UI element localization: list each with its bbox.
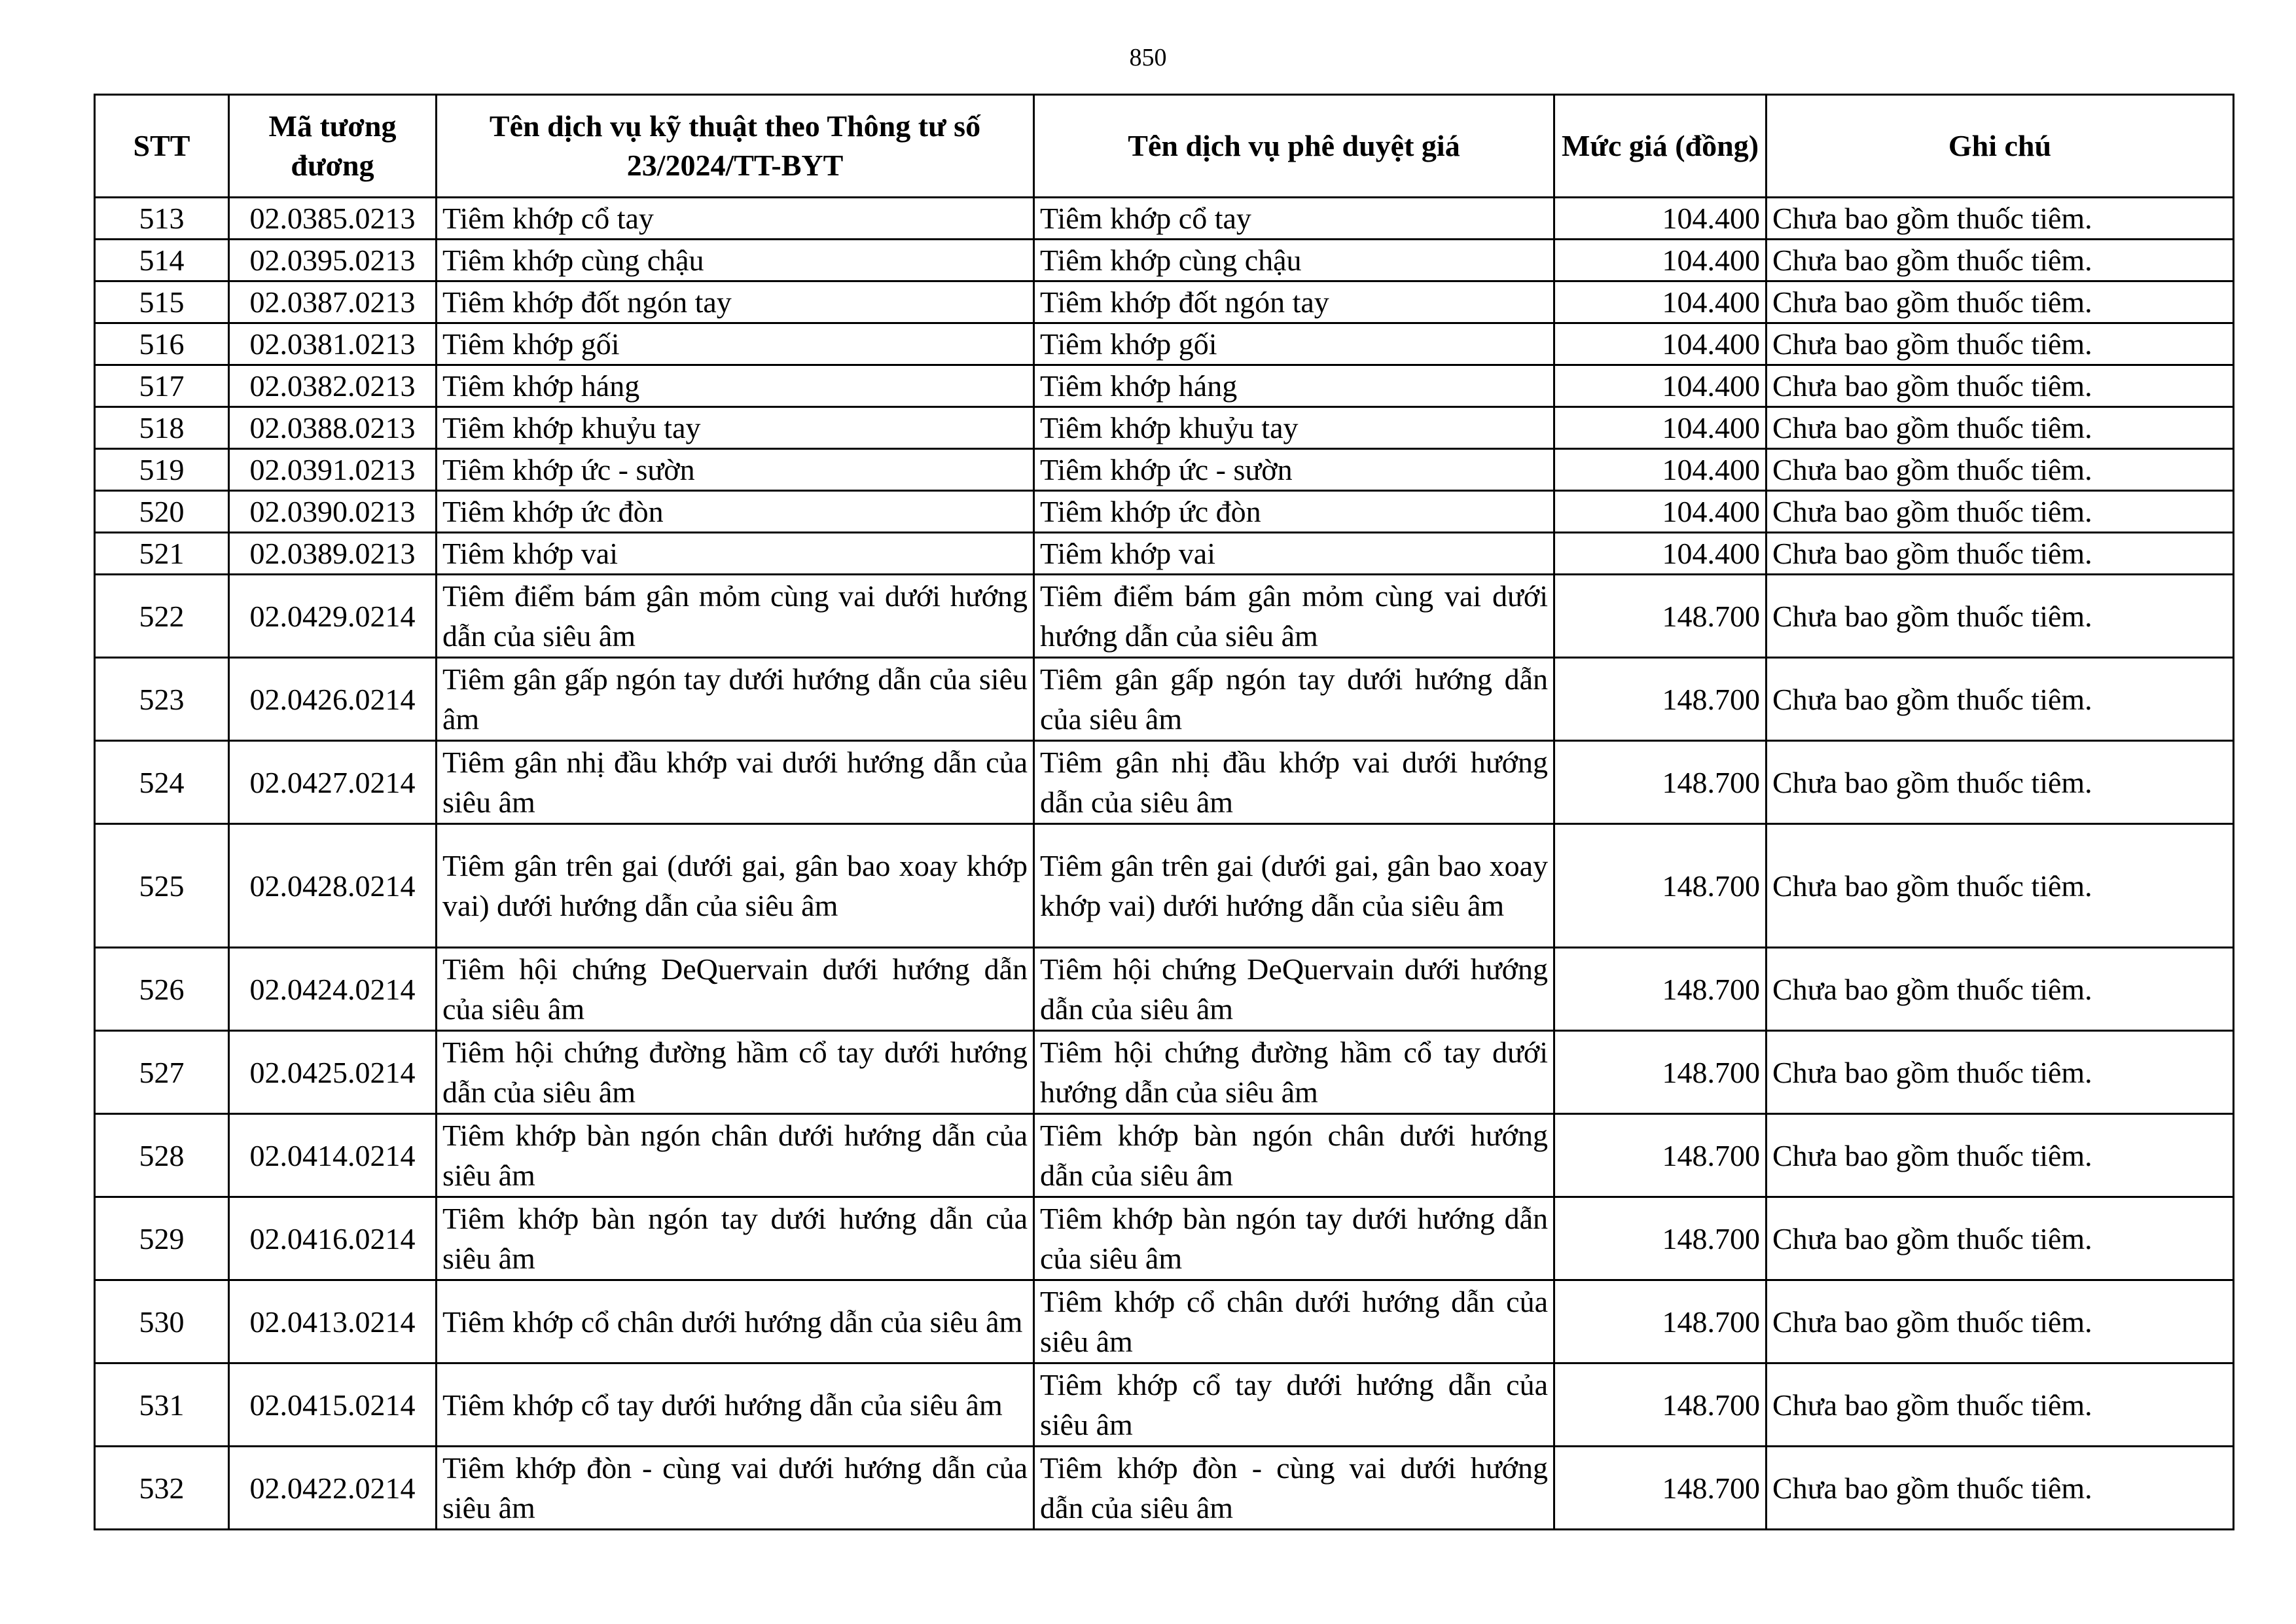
cell-service-name: Tiêm gân nhị đầu khớp vai dưới hướng dẫn của siêu âm [437, 741, 1034, 824]
cell-stt: 528 [95, 1114, 229, 1197]
cell-note: Chưa bao gồm thuốc tiêm. [1767, 365, 2234, 407]
table-row [95, 281, 2234, 323]
cell-stt: 524 [95, 741, 229, 824]
cell-price: 104.400 [1554, 491, 1767, 533]
cell-stt: 532 [95, 1447, 229, 1530]
cell-approved-name: Tiêm hội chứng đường hầm cổ tay dưới hướng dẫn của siêu âm [1034, 1031, 1554, 1114]
cell-service-name: Tiêm khớp đốt ngón tay [437, 281, 1034, 323]
cell-stt: 520 [95, 491, 229, 533]
table-row [95, 323, 2234, 365]
cell-approved-name: Tiêm khớp ức - sườn [1034, 449, 1554, 491]
cell-service-name: Tiêm khớp bàn ngón chân dưới hướng dẫn của siêu âm [437, 1114, 1034, 1197]
cell-note: Chưa bao gồm thuốc tiêm. [1767, 281, 2234, 323]
cell-stt: 523 [95, 658, 229, 741]
cell-code: 02.0429.0214 [229, 575, 437, 658]
cell-approved-name: Tiêm khớp cổ chân dưới hướng dẫn của siêu âm [1034, 1280, 1554, 1363]
table-row [95, 533, 2234, 575]
table-row [95, 1197, 2234, 1280]
cell-note: Chưa bao gồm thuốc tiêm. [1767, 575, 2234, 658]
cell-stt: 515 [95, 281, 229, 323]
cell-approved-name: Tiêm khớp vai [1034, 533, 1554, 575]
cell-note: Chưa bao gồm thuốc tiêm. [1767, 1447, 2234, 1530]
page-number: 850 [1129, 44, 1167, 71]
cell-approved-name: Tiêm gân nhị đầu khớp vai dưới hướng dẫn của siêu âm [1034, 741, 1554, 824]
cell-price: 148.700 [1554, 741, 1767, 824]
table-row [95, 365, 2234, 407]
table-body [95, 198, 2234, 1530]
cell-approved-name: Tiêm hội chứng DeQuervain dưới hướng dẫn của siêu âm [1034, 948, 1554, 1031]
cell-code: 02.0414.0214 [229, 1114, 437, 1197]
cell-price: 104.400 [1554, 365, 1767, 407]
cell-code: 02.0391.0213 [229, 449, 437, 491]
cell-stt: 526 [95, 948, 229, 1031]
cell-service-name: Tiêm khớp cùng chậu [437, 240, 1034, 281]
cell-stt: 519 [95, 449, 229, 491]
cell-stt: 525 [95, 824, 229, 948]
cell-service-name: Tiêm điểm bám gân mỏm cùng vai dưới hướng dẫn của siêu âm [437, 575, 1034, 658]
cell-note: Chưa bao gồm thuốc tiêm. [1767, 1031, 2234, 1114]
cell-service-name: Tiêm khớp cổ tay [437, 198, 1034, 240]
table-row [95, 407, 2234, 449]
table-row [95, 1363, 2234, 1447]
cell-note: Chưa bao gồm thuốc tiêm. [1767, 1197, 2234, 1280]
cell-approved-name: Tiêm khớp cổ tay [1034, 198, 1554, 240]
header-code: Mã tương đương [229, 95, 437, 198]
cell-code: 02.0416.0214 [229, 1197, 437, 1280]
cell-code: 02.0388.0213 [229, 407, 437, 449]
cell-stt: 513 [95, 198, 229, 240]
cell-code: 02.0381.0213 [229, 323, 437, 365]
table-row [95, 824, 2234, 948]
cell-price: 104.400 [1554, 240, 1767, 281]
table-row [95, 1031, 2234, 1114]
cell-service-name: Tiêm khớp cổ chân dưới hướng dẫn của siêu âm [437, 1280, 1034, 1363]
cell-service-name: Tiêm khớp bàn ngón tay dưới hướng dẫn của siêu âm [437, 1197, 1034, 1280]
cell-note: Chưa bao gồm thuốc tiêm. [1767, 948, 2234, 1031]
cell-note: Chưa bao gồm thuốc tiêm. [1767, 658, 2234, 741]
cell-approved-name: Tiêm khớp gối [1034, 323, 1554, 365]
cell-price: 104.400 [1554, 449, 1767, 491]
cell-stt: 514 [95, 240, 229, 281]
cell-stt: 529 [95, 1197, 229, 1280]
cell-price: 104.400 [1554, 407, 1767, 449]
table-header [95, 95, 2234, 198]
cell-approved-name: Tiêm khớp đốt ngón tay [1034, 281, 1554, 323]
cell-note: Chưa bao gồm thuốc tiêm. [1767, 491, 2234, 533]
cell-note: Chưa bao gồm thuốc tiêm. [1767, 323, 2234, 365]
cell-note: Chưa bao gồm thuốc tiêm. [1767, 741, 2234, 824]
cell-stt: 522 [95, 575, 229, 658]
cell-price: 148.700 [1554, 1363, 1767, 1447]
cell-stt: 518 [95, 407, 229, 449]
cell-service-name: Tiêm khớp ức đòn [437, 491, 1034, 533]
cell-note: Chưa bao gồm thuốc tiêm. [1767, 240, 2234, 281]
cell-code: 02.0428.0214 [229, 824, 437, 948]
header-service-name: Tên dịch vụ kỹ thuật theo Thông tư số 23/2024/TT-BYT [437, 95, 1034, 198]
table-row [95, 491, 2234, 533]
table-row [95, 741, 2234, 824]
cell-code: 02.0387.0213 [229, 281, 437, 323]
cell-approved-name: Tiêm khớp bàn ngón chân dưới hướng dẫn của siêu âm [1034, 1114, 1554, 1197]
price-table [94, 94, 2234, 1530]
cell-service-name: Tiêm gân gấp ngón tay dưới hướng dẫn của siêu âm [437, 658, 1034, 741]
cell-service-name: Tiêm khớp ức - sườn [437, 449, 1034, 491]
cell-note: Chưa bao gồm thuốc tiêm. [1767, 824, 2234, 948]
table-row [95, 1447, 2234, 1530]
cell-code: 02.0395.0213 [229, 240, 437, 281]
cell-price: 104.400 [1554, 323, 1767, 365]
cell-stt: 527 [95, 1031, 229, 1114]
cell-service-name: Tiêm khớp đòn - cùng vai dưới hướng dẫn của siêu âm [437, 1447, 1034, 1530]
cell-code: 02.0382.0213 [229, 365, 437, 407]
cell-service-name: Tiêm gân trên gai (dưới gai, gân bao xoay khớp vai) dưới hướng dẫn của siêu âm [437, 824, 1034, 948]
cell-code: 02.0426.0214 [229, 658, 437, 741]
table-row [95, 449, 2234, 491]
header-price: Mức giá (đồng) [1554, 95, 1767, 198]
cell-approved-name: Tiêm khớp khuỷu tay [1034, 407, 1554, 449]
table-row [95, 240, 2234, 281]
cell-approved-name: Tiêm gân trên gai (dưới gai, gân bao xoay khớp vai) dưới hướng dẫn của siêu âm [1034, 824, 1554, 948]
cell-note: Chưa bao gồm thuốc tiêm. [1767, 1363, 2234, 1447]
cell-stt: 530 [95, 1280, 229, 1363]
cell-price: 148.700 [1554, 1447, 1767, 1530]
table-row [95, 575, 2234, 658]
cell-service-name: Tiêm khớp háng [437, 365, 1034, 407]
cell-note: Chưa bao gồm thuốc tiêm. [1767, 449, 2234, 491]
cell-code: 02.0422.0214 [229, 1447, 437, 1530]
cell-approved-name: Tiêm khớp bàn ngón tay dưới hướng dẫn của siêu âm [1034, 1197, 1554, 1280]
cell-note: Chưa bao gồm thuốc tiêm. [1767, 533, 2234, 575]
cell-price: 148.700 [1554, 1197, 1767, 1280]
cell-price: 104.400 [1554, 198, 1767, 240]
table-row [95, 198, 2234, 240]
cell-approved-name: Tiêm khớp ức đòn [1034, 491, 1554, 533]
cell-service-name: Tiêm khớp khuỷu tay [437, 407, 1034, 449]
cell-service-name: Tiêm hội chứng đường hầm cổ tay dưới hướng dẫn của siêu âm [437, 1031, 1034, 1114]
cell-code: 02.0413.0214 [229, 1280, 437, 1363]
cell-approved-name: Tiêm khớp cổ tay dưới hướng dẫn của siêu âm [1034, 1363, 1554, 1447]
cell-service-name: Tiêm khớp gối [437, 323, 1034, 365]
cell-approved-name: Tiêm khớp cùng chậu [1034, 240, 1554, 281]
cell-price: 104.400 [1554, 533, 1767, 575]
cell-code: 02.0415.0214 [229, 1363, 437, 1447]
cell-price: 104.400 [1554, 281, 1767, 323]
table-row [95, 1114, 2234, 1197]
cell-price: 148.700 [1554, 575, 1767, 658]
table-row [95, 1280, 2234, 1363]
cell-stt: 517 [95, 365, 229, 407]
table-row [95, 948, 2234, 1031]
cell-code: 02.0424.0214 [229, 948, 437, 1031]
cell-stt: 531 [95, 1363, 229, 1447]
header-approved-name: Tên dịch vụ phê duyệt giá [1034, 95, 1554, 198]
cell-code: 02.0390.0213 [229, 491, 437, 533]
cell-service-name: Tiêm khớp cổ tay dưới hướng dẫn của siêu âm [437, 1363, 1034, 1447]
cell-note: Chưa bao gồm thuốc tiêm. [1767, 198, 2234, 240]
cell-price: 148.700 [1554, 1280, 1767, 1363]
cell-approved-name: Tiêm khớp đòn - cùng vai dưới hướng dẫn của siêu âm [1034, 1447, 1554, 1530]
cell-service-name: Tiêm khớp vai [437, 533, 1034, 575]
cell-note: Chưa bao gồm thuốc tiêm. [1767, 407, 2234, 449]
cell-price: 148.700 [1554, 948, 1767, 1031]
header-note: Ghi chú [1767, 95, 2234, 198]
table-row [95, 658, 2234, 741]
cell-service-name: Tiêm hội chứng DeQuervain dưới hướng dẫn của siêu âm [437, 948, 1034, 1031]
cell-approved-name: Tiêm khớp háng [1034, 365, 1554, 407]
header-stt: STT [95, 95, 229, 198]
cell-price: 148.700 [1554, 1031, 1767, 1114]
cell-price: 148.700 [1554, 824, 1767, 948]
cell-code: 02.0385.0213 [229, 198, 437, 240]
cell-approved-name: Tiêm gân gấp ngón tay dưới hướng dẫn của siêu âm [1034, 658, 1554, 741]
cell-price: 148.700 [1554, 658, 1767, 741]
cell-code: 02.0425.0214 [229, 1031, 437, 1114]
cell-note: Chưa bao gồm thuốc tiêm. [1767, 1114, 2234, 1197]
cell-price: 148.700 [1554, 1114, 1767, 1197]
cell-code: 02.0427.0214 [229, 741, 437, 824]
cell-note: Chưa bao gồm thuốc tiêm. [1767, 1280, 2234, 1363]
cell-approved-name: Tiêm điểm bám gân mỏm cùng vai dưới hướng dẫn của siêu âm [1034, 575, 1554, 658]
cell-code: 02.0389.0213 [229, 533, 437, 575]
cell-stt: 521 [95, 533, 229, 575]
cell-stt: 516 [95, 323, 229, 365]
